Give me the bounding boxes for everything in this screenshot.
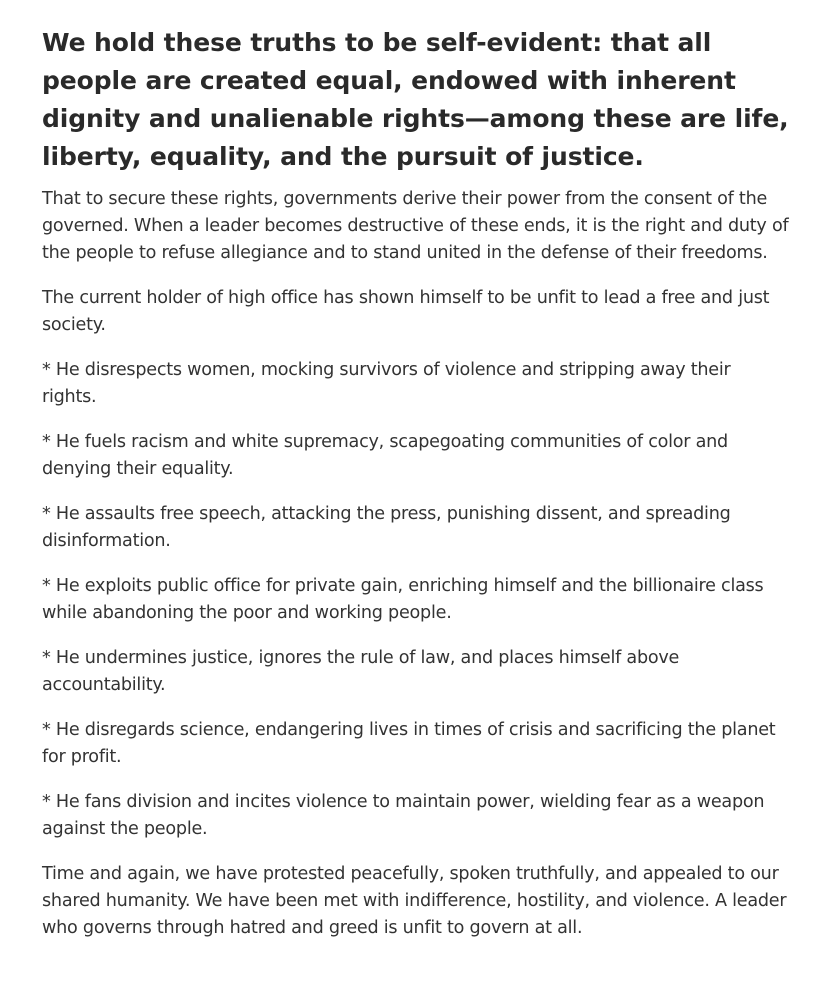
grievance-racism: * He fuels racism and white supremacy, scapegoating communities of color and denying their equality. bbox=[42, 432, 728, 479]
document-body bbox=[42, 24, 790, 960]
grievance-women: * He disrespects women, mocking survivors of violence and stripping away their rights. bbox=[42, 360, 731, 407]
grievance-free-speech: * He assaults free speech, attacking the press, punishing dissent, and spreading disinformation. bbox=[42, 504, 731, 551]
paragraph-unfit: The current holder of high office has shown himself to be unfit to lead a free and just society. bbox=[42, 288, 770, 335]
grievance-science: * He disregards science, endangering lives in times of crisis and sacrificing the planet for profit. bbox=[42, 720, 776, 767]
document-headline: We hold these truths to be self-evident: that all people are created equal, endowed with inherent dignity and unalienable rights—among these are life, liberty, equality, and the pursuit of justice. bbox=[42, 28, 789, 171]
grievance-justice: * He undermines justice, ignores the rule of law, and places himself above accountability. bbox=[42, 648, 680, 695]
paragraph-conclusion: Time and again, we have protested peacefully, spoken truthfully, and appealed to our shared humanity. We have been met with indifference, hostility, and violence. A leader who governs through hatred and greed is unfit to govern at all. bbox=[42, 864, 787, 938]
paragraph-consent: That to secure these rights, governments derive their power from the consent of the governed. When a leader becomes destructive of these ends, it is the right and duty of the people to refuse allegiance and to stand united in the defense of their freedoms. bbox=[42, 189, 789, 263]
grievance-private-gain: * He exploits public office for private gain, enriching himself and the billionaire class while abandoning the poor and working people. bbox=[42, 576, 764, 623]
grievance-division: * He fans division and incites violence to maintain power, wielding fear as a weapon against the people. bbox=[42, 792, 765, 839]
